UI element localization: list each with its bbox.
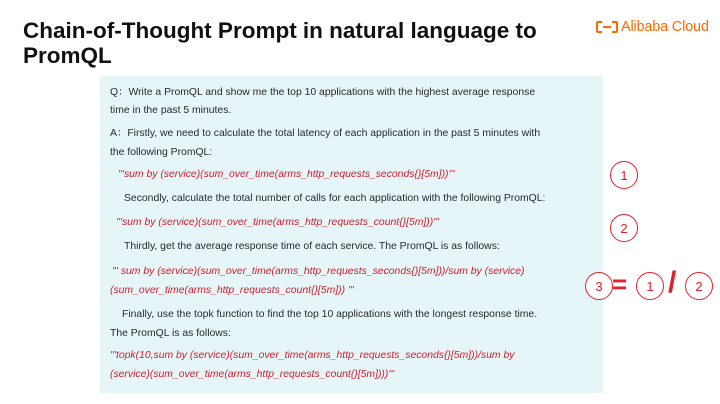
- slide-title: Chain-of-Thought Prompt in natural language to PromQL: [23, 18, 537, 68]
- alibaba-cloud-logo: [596, 18, 709, 36]
- promql-average-line-2: (sum_over_time(arms_http_requests_count{}[5m])) ''': [110, 285, 354, 296]
- promql-topk-line-2: (service)(sum_over_time(arms_http_requests_count{}[5m])))''': [110, 369, 395, 380]
- logo-text: Alibaba Cloud: [621, 19, 709, 35]
- marker-2: 2: [610, 214, 638, 242]
- answer-line-2: the following PromQL:: [110, 147, 213, 158]
- marker-3: 3: [585, 272, 613, 300]
- division-slash: /: [668, 266, 677, 299]
- step-third-text: Thirdly, get the average response time of each service. The PromQL is as follows:: [124, 241, 500, 252]
- promql-total-latency: '''sum by (service)(sum_over_time(arms_http_requests_seconds{}[5m]))''': [118, 169, 455, 180]
- marker-1-numerator: 1: [636, 272, 664, 300]
- marker-1: 1: [610, 161, 638, 189]
- promql-average-line-1: ''' sum by (service)(sum_over_time(arms_http_requests_seconds{}[5m]))/sum by (service): [112, 266, 525, 277]
- promql-total-calls: '''sum by (service)(sum_over_time(arms_http_requests_count{}[5m]))''': [116, 217, 440, 228]
- alibaba-cloud-bracket-icon: [596, 21, 618, 33]
- prompt-content-box: [100, 76, 603, 393]
- step-final-text-1: Finally, use the topk function to find the top 10 applications with the longest response time.: [122, 309, 538, 320]
- answer-line-1: A：Firstly, we need to calculate the total latency of each application in the past 5 minutes with: [110, 128, 541, 139]
- question-line-2: time in the past 5 minutes.: [110, 105, 232, 116]
- marker-2-denominator: 2: [685, 272, 713, 300]
- equals-sign: =: [612, 269, 628, 299]
- promql-topk-line-1: '''topk(10,sum by (service)(sum_over_time(arms_http_requests_seconds{}[5m]))/sum by: [110, 350, 515, 361]
- step-final-text-2: The PromQL is as follows:: [110, 328, 231, 339]
- step-second-text: Secondly, calculate the total number of calls for each application with the following PromQL:: [124, 193, 546, 204]
- question-line-1: Q：Write a PromQL and show me the top 10 applications with the highest average response: [110, 87, 536, 98]
